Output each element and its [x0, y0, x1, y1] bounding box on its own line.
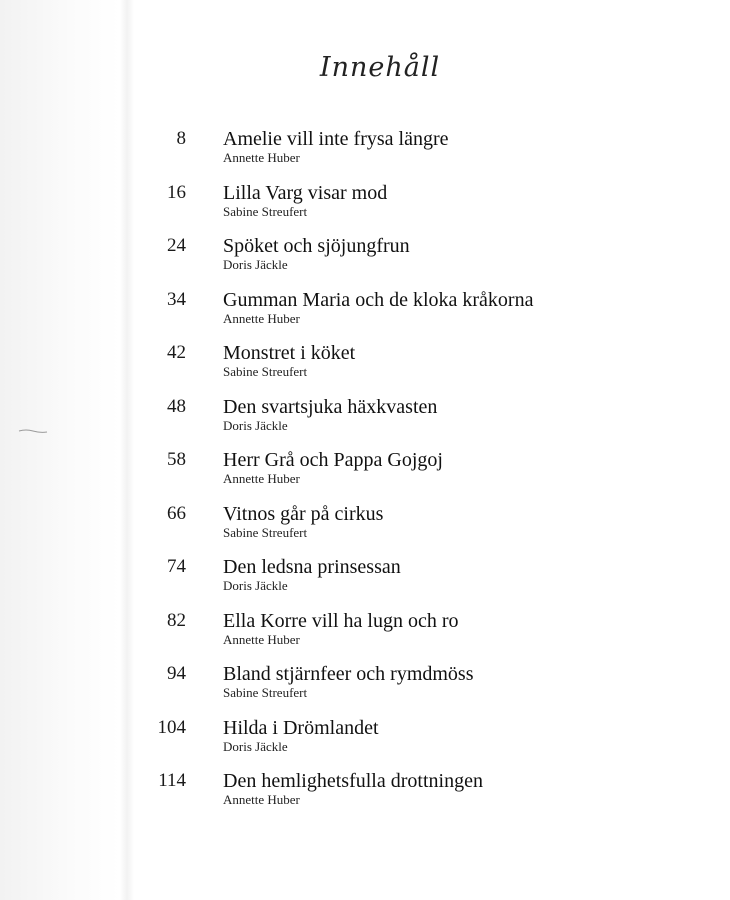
toc-page-number: 114	[158, 770, 186, 791]
toc-page-number: 82	[167, 609, 186, 631]
toc-author: Annette Huber	[223, 310, 300, 326]
toc-page-number: 42	[167, 342, 186, 363]
toc-author: Annette Huber	[223, 150, 300, 165]
toc-author: Annette Huber	[223, 471, 300, 486]
toc-entry[interactable]	[0, 554, 730, 608]
table-of-contents	[0, 126, 730, 822]
toc-story-title: Gumman Maria och de kloka kråkorna	[223, 288, 534, 311]
toc-page-number: 24	[167, 235, 186, 256]
toc-author: Doris Jäckle	[223, 738, 288, 754]
toc-story-title: Bland stjärnfeer och rymdmöss	[223, 663, 474, 685]
toc-author: Sabine Streufert	[223, 685, 308, 700]
toc-author: Doris Jäckle	[223, 417, 288, 433]
toc-story-title: Den svartsjuka häxkvasten	[223, 395, 438, 418]
toc-page-number: 48	[167, 395, 186, 417]
toc-entry[interactable]	[0, 715, 730, 769]
toc-author: Sabine Streufert	[223, 364, 308, 379]
toc-entry[interactable]	[0, 233, 730, 287]
toc-page-number: 94	[167, 663, 186, 684]
toc-author: Sabine Streufert	[223, 524, 308, 540]
toc-story-title: Ella Korre vill ha lugn och ro	[223, 609, 459, 632]
toc-entry[interactable]	[0, 126, 730, 180]
toc-story-title: Den hemlighetsfulla drottningen	[223, 770, 483, 792]
toc-entry[interactable]	[0, 661, 730, 715]
toc-story-title: Vitnos går på cirkus	[223, 502, 384, 525]
toc-story-title: Monstret i köket	[223, 342, 356, 364]
toc-story-title: Amelie vill inte frysa längre	[223, 128, 449, 150]
toc-author: Sabine Streufert	[223, 203, 308, 219]
toc-author: Annette Huber	[223, 631, 300, 647]
toc-page-number: 58	[167, 449, 186, 470]
toc-author: Annette Huber	[223, 792, 300, 807]
toc-entry[interactable]	[0, 501, 730, 555]
toc-entry[interactable]	[0, 180, 730, 234]
toc-author: Doris Jäckle	[223, 578, 288, 593]
toc-story-title: Hilda i Drömlandet	[223, 716, 379, 739]
toc-entry[interactable]	[0, 447, 730, 501]
toc-page-number: 8	[176, 128, 186, 149]
toc-page-number: 74	[167, 556, 186, 577]
toc-author: Doris Jäckle	[223, 257, 288, 272]
toc-story-title: Den ledsna prinsessan	[223, 556, 401, 578]
toc-entry[interactable]	[0, 608, 730, 662]
toc-page-number: 104	[157, 716, 186, 738]
toc-entry[interactable]	[0, 287, 730, 341]
toc-entry[interactable]	[0, 768, 730, 822]
toc-page-number: 34	[167, 288, 186, 310]
toc-entry[interactable]	[0, 340, 730, 394]
toc-entry[interactable]	[0, 394, 730, 448]
toc-story-title: Spöket och sjöjungfrun	[223, 235, 410, 257]
toc-page-number: 66	[167, 502, 186, 524]
toc-story-title: Herr Grå och Pappa Gojgoj	[223, 449, 443, 471]
toc-story-title: Lilla Varg visar mod	[223, 181, 388, 204]
page-title: Innehåll	[319, 52, 441, 83]
toc-page-number: 16	[167, 181, 186, 203]
